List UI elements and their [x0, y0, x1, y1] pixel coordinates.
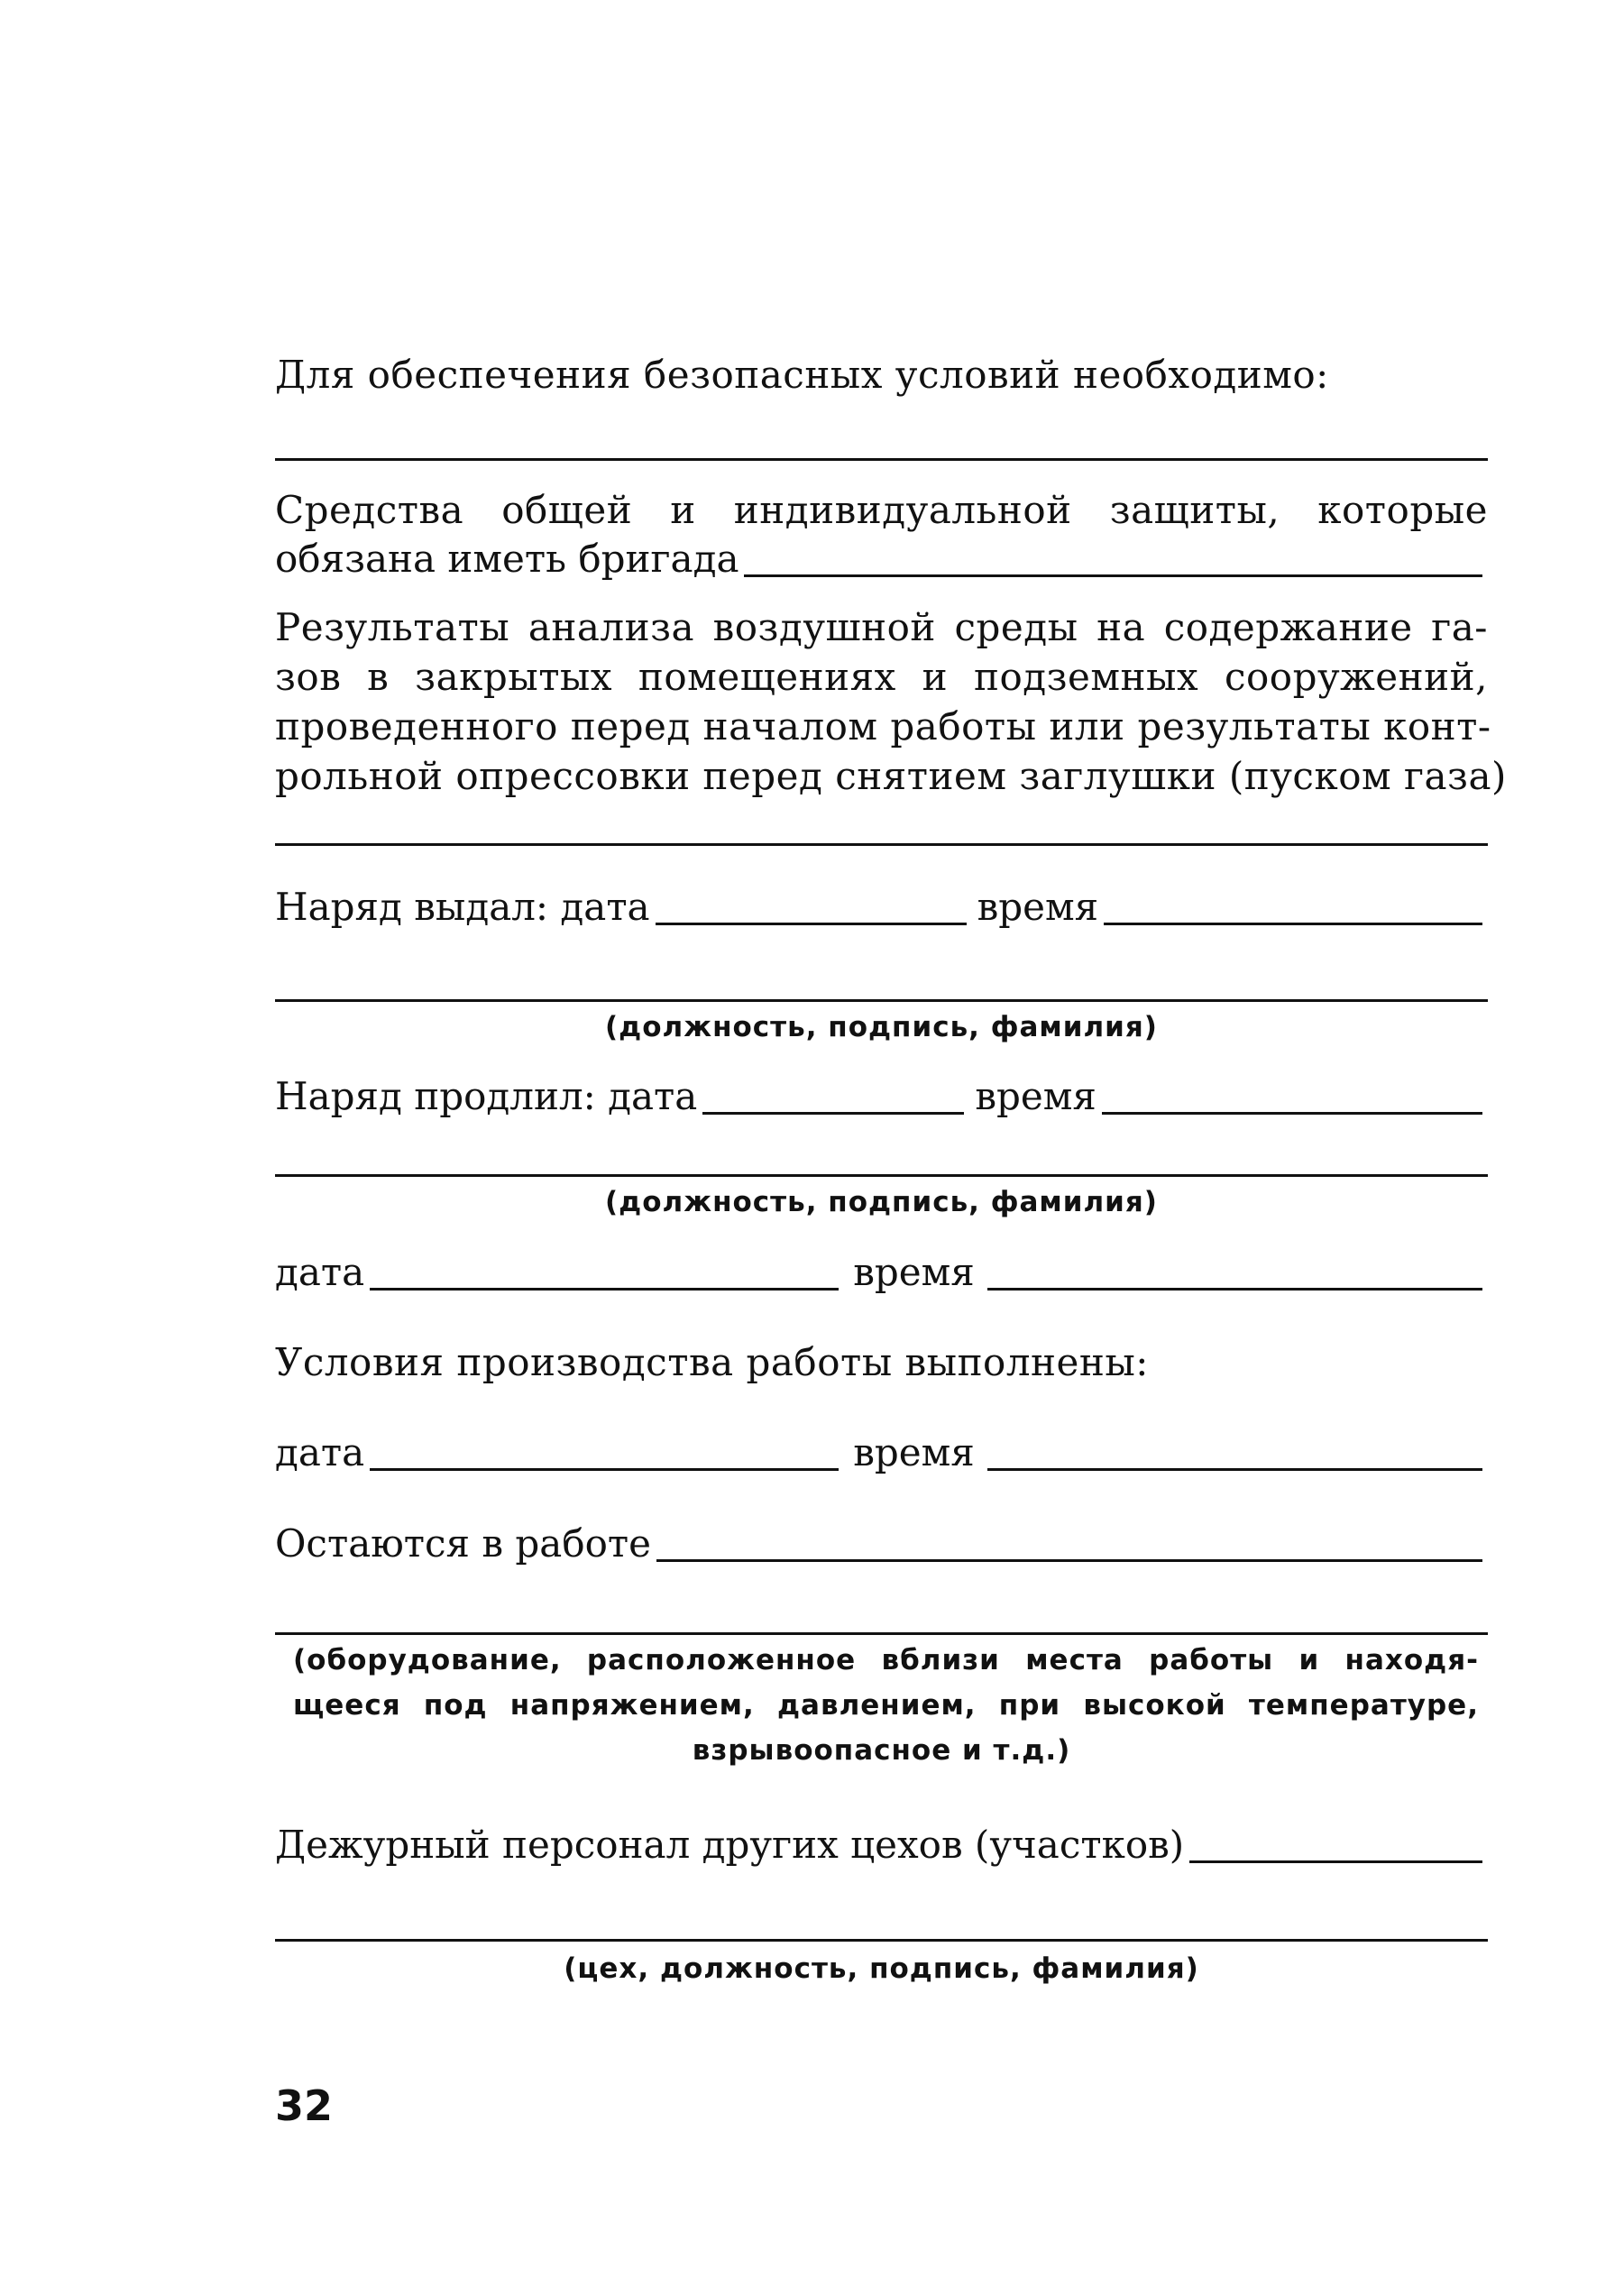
analysis-fill-line[interactable]	[275, 843, 1488, 846]
extended-label: Наряд продлил: дата	[275, 1074, 698, 1118]
conditions-date-row	[275, 1429, 1488, 1476]
protection-fill-line[interactable]	[744, 574, 1482, 577]
second-time-field[interactable]	[987, 1288, 1482, 1291]
protection-row	[275, 536, 1488, 583]
remaining-row	[275, 1520, 1488, 1567]
protection-line-1: Средства общей и индивидуальной защиты, которые	[275, 488, 1488, 532]
issued-time-field[interactable]	[1104, 923, 1482, 925]
second-date-row	[275, 1249, 1488, 1296]
conditions-time-field[interactable]	[987, 1468, 1482, 1471]
issued-signature-line[interactable]	[275, 999, 1488, 1002]
issued-time-label: время	[977, 885, 1099, 929]
equipment-caption-line-1: (оборудование, расположенное вблизи места работы и находя-	[293, 1644, 1479, 1676]
safety-heading: Для обеспечения безопасных условий необходимо:	[275, 353, 1329, 397]
conditions-time-label: время	[853, 1430, 975, 1474]
remaining-equipment-line[interactable]	[275, 1632, 1488, 1635]
extended-time-field[interactable]	[1102, 1112, 1482, 1115]
protection-line-2: обязана иметь бригада	[275, 537, 739, 581]
conditions-label: Условия производства работы выполнены:	[275, 1340, 1149, 1384]
second-time-label: время	[853, 1250, 975, 1294]
duty-fill-line[interactable]	[1189, 1860, 1482, 1863]
extended-row	[275, 1073, 1488, 1120]
remaining-label: Остаются в работе	[275, 1521, 651, 1566]
analysis-line-4: рольной опрессовки перед снятием заглушки (пуском газа)	[275, 754, 1507, 798]
analysis-line-2: зов в закрытых помещениях и подземных сооружений,	[275, 655, 1488, 699]
page-number: 32	[275, 2081, 334, 2130]
second-date-field[interactable]	[370, 1288, 839, 1291]
extended-time-label: время	[975, 1074, 1096, 1118]
duty-row	[275, 1822, 1488, 1869]
duty-label: Дежурный персонал других цехов (участков)	[275, 1823, 1185, 1867]
equipment-caption-line-2: щееся под напряжением, давлением, при высокой температуре,	[293, 1689, 1479, 1722]
remaining-fill-line[interactable]	[656, 1559, 1482, 1562]
issued-date-field[interactable]	[656, 923, 967, 925]
safety-fill-line[interactable]	[275, 458, 1488, 461]
duty-signature-line[interactable]	[275, 1939, 1488, 1942]
equipment-caption-line-3: взрывоопасное и т.д.)	[692, 1734, 1071, 1767]
analysis-line-1: Результаты анализа воздушной среды на содержание га-	[275, 605, 1488, 649]
analysis-line-3: проведенного перед началом работы или результаты конт-	[275, 704, 1491, 749]
duty-caption: (цех, должность, подпись, фамилия)	[564, 1952, 1199, 1985]
issued-row	[275, 884, 1488, 931]
second-date-label: дата	[275, 1250, 365, 1294]
extended-signature-line[interactable]	[275, 1174, 1488, 1177]
conditions-date-label: дата	[275, 1430, 365, 1474]
extended-date-field[interactable]	[702, 1112, 964, 1115]
issued-signature-caption: (должность, подпись, фамилия)	[605, 1011, 1158, 1043]
conditions-date-field[interactable]	[370, 1468, 839, 1471]
extended-signature-caption: (должность, подпись, фамилия)	[605, 1186, 1158, 1218]
issued-label: Наряд выдал: дата	[275, 885, 650, 929]
